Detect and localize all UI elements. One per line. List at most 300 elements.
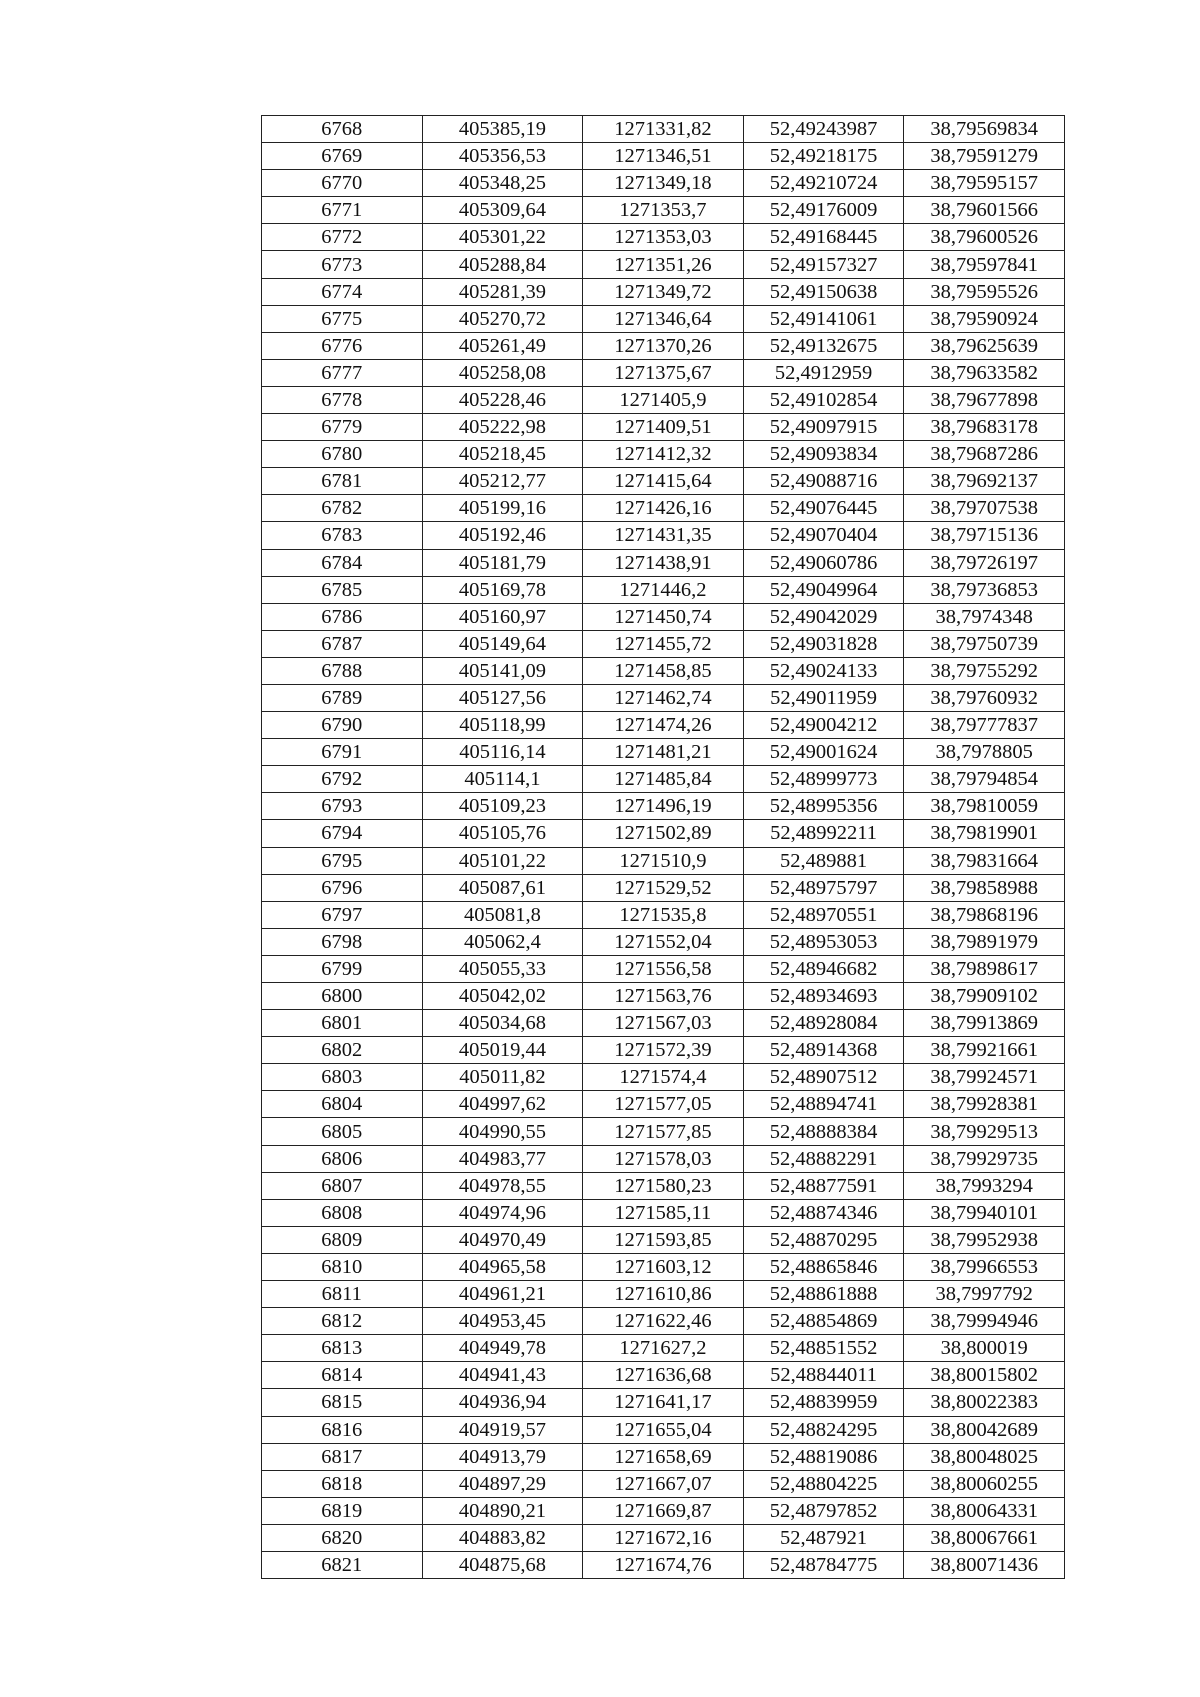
cell-longitude: 38,79595526 bbox=[904, 278, 1065, 305]
cell-latitude: 52,48882291 bbox=[743, 1145, 904, 1172]
cell-y-coordinate: 1271331,82 bbox=[583, 116, 744, 143]
cell-longitude: 38,7997792 bbox=[904, 1281, 1065, 1308]
table-row bbox=[262, 1037, 1065, 1064]
cell-x-coordinate: 405114,1 bbox=[422, 766, 583, 793]
cell-x-coordinate: 404897,29 bbox=[422, 1470, 583, 1497]
cell-x-coordinate: 404913,79 bbox=[422, 1443, 583, 1470]
cell-longitude: 38,79909102 bbox=[904, 983, 1065, 1010]
cell-longitude: 38,79760932 bbox=[904, 684, 1065, 711]
cell-latitude: 52,48844011 bbox=[743, 1362, 904, 1389]
cell-y-coordinate: 1271667,07 bbox=[583, 1470, 744, 1497]
cell-point-number: 6809 bbox=[262, 1226, 423, 1253]
cell-x-coordinate: 405222,98 bbox=[422, 414, 583, 441]
table-row bbox=[262, 1145, 1065, 1172]
cell-longitude: 38,79692137 bbox=[904, 468, 1065, 495]
cell-longitude: 38,79726197 bbox=[904, 549, 1065, 576]
cell-y-coordinate: 1271674,76 bbox=[583, 1551, 744, 1578]
table-row bbox=[262, 603, 1065, 630]
cell-x-coordinate: 404941,43 bbox=[422, 1362, 583, 1389]
cell-x-coordinate: 404970,49 bbox=[422, 1226, 583, 1253]
cell-latitude: 52,48946682 bbox=[743, 955, 904, 982]
cell-x-coordinate: 405218,45 bbox=[422, 441, 583, 468]
cell-x-coordinate: 405116,14 bbox=[422, 739, 583, 766]
cell-longitude: 38,79928381 bbox=[904, 1091, 1065, 1118]
cell-longitude: 38,79924571 bbox=[904, 1064, 1065, 1091]
table-row bbox=[262, 1064, 1065, 1091]
cell-latitude: 52,48934693 bbox=[743, 983, 904, 1010]
cell-point-number: 6797 bbox=[262, 901, 423, 928]
cell-x-coordinate: 405109,23 bbox=[422, 793, 583, 820]
cell-y-coordinate: 1271415,64 bbox=[583, 468, 744, 495]
cell-y-coordinate: 1271496,19 bbox=[583, 793, 744, 820]
cell-longitude: 38,79868196 bbox=[904, 901, 1065, 928]
cell-point-number: 6771 bbox=[262, 197, 423, 224]
cell-latitude: 52,487921 bbox=[743, 1524, 904, 1551]
cell-x-coordinate: 405019,44 bbox=[422, 1037, 583, 1064]
cell-latitude: 52,48839959 bbox=[743, 1389, 904, 1416]
table-row bbox=[262, 1524, 1065, 1551]
cell-longitude: 38,79819901 bbox=[904, 820, 1065, 847]
cell-y-coordinate: 1271353,03 bbox=[583, 224, 744, 251]
cell-point-number: 6772 bbox=[262, 224, 423, 251]
cell-x-coordinate: 405149,64 bbox=[422, 630, 583, 657]
table-row bbox=[262, 549, 1065, 576]
cell-longitude: 38,79921661 bbox=[904, 1037, 1065, 1064]
cell-longitude: 38,79858988 bbox=[904, 874, 1065, 901]
cell-x-coordinate: 404949,78 bbox=[422, 1335, 583, 1362]
cell-latitude: 52,49176009 bbox=[743, 197, 904, 224]
cell-point-number: 6814 bbox=[262, 1362, 423, 1389]
cell-latitude: 52,49011959 bbox=[743, 684, 904, 711]
cell-longitude: 38,79687286 bbox=[904, 441, 1065, 468]
cell-point-number: 6815 bbox=[262, 1389, 423, 1416]
cell-latitude: 52,48784775 bbox=[743, 1551, 904, 1578]
cell-x-coordinate: 405160,97 bbox=[422, 603, 583, 630]
cell-point-number: 6808 bbox=[262, 1199, 423, 1226]
cell-latitude: 52,48953053 bbox=[743, 928, 904, 955]
cell-point-number: 6782 bbox=[262, 495, 423, 522]
cell-y-coordinate: 1271455,72 bbox=[583, 630, 744, 657]
table-row bbox=[262, 170, 1065, 197]
cell-point-number: 6802 bbox=[262, 1037, 423, 1064]
cell-point-number: 6783 bbox=[262, 522, 423, 549]
table-row bbox=[262, 955, 1065, 982]
cell-point-number: 6788 bbox=[262, 657, 423, 684]
table-row bbox=[262, 983, 1065, 1010]
coordinates-table-body bbox=[262, 116, 1065, 1579]
cell-latitude: 52,49031828 bbox=[743, 630, 904, 657]
table-row bbox=[262, 1362, 1065, 1389]
table-row bbox=[262, 766, 1065, 793]
cell-latitude: 52,49141061 bbox=[743, 305, 904, 332]
cell-point-number: 6805 bbox=[262, 1118, 423, 1145]
cell-longitude: 38,79750739 bbox=[904, 630, 1065, 657]
table-row bbox=[262, 576, 1065, 603]
cell-latitude: 52,49070404 bbox=[743, 522, 904, 549]
cell-point-number: 6790 bbox=[262, 712, 423, 739]
cell-point-number: 6770 bbox=[262, 170, 423, 197]
cell-y-coordinate: 1271593,85 bbox=[583, 1226, 744, 1253]
cell-y-coordinate: 1271535,8 bbox=[583, 901, 744, 928]
cell-x-coordinate: 404974,96 bbox=[422, 1199, 583, 1226]
table-row bbox=[262, 1497, 1065, 1524]
cell-latitude: 52,48995356 bbox=[743, 793, 904, 820]
cell-y-coordinate: 1271603,12 bbox=[583, 1253, 744, 1280]
cell-x-coordinate: 404875,68 bbox=[422, 1551, 583, 1578]
cell-latitude: 52,49218175 bbox=[743, 143, 904, 170]
cell-y-coordinate: 1271502,89 bbox=[583, 820, 744, 847]
cell-latitude: 52,49157327 bbox=[743, 251, 904, 278]
cell-longitude: 38,79600526 bbox=[904, 224, 1065, 251]
cell-longitude: 38,79755292 bbox=[904, 657, 1065, 684]
cell-x-coordinate: 404890,21 bbox=[422, 1497, 583, 1524]
cell-latitude: 52,48804225 bbox=[743, 1470, 904, 1497]
cell-point-number: 6787 bbox=[262, 630, 423, 657]
cell-y-coordinate: 1271510,9 bbox=[583, 847, 744, 874]
cell-longitude: 38,79929735 bbox=[904, 1145, 1065, 1172]
table-row bbox=[262, 928, 1065, 955]
cell-point-number: 6777 bbox=[262, 359, 423, 386]
cell-point-number: 6792 bbox=[262, 766, 423, 793]
cell-longitude: 38,79595157 bbox=[904, 170, 1065, 197]
cell-longitude: 38,7974348 bbox=[904, 603, 1065, 630]
cell-latitude: 52,48870295 bbox=[743, 1226, 904, 1253]
cell-point-number: 6807 bbox=[262, 1172, 423, 1199]
cell-point-number: 6806 bbox=[262, 1145, 423, 1172]
cell-latitude: 52,48975797 bbox=[743, 874, 904, 901]
cell-y-coordinate: 1271580,23 bbox=[583, 1172, 744, 1199]
cell-y-coordinate: 1271563,76 bbox=[583, 983, 744, 1010]
cell-x-coordinate: 405199,16 bbox=[422, 495, 583, 522]
cell-latitude: 52,48851552 bbox=[743, 1335, 904, 1362]
cell-latitude: 52,48970551 bbox=[743, 901, 904, 928]
cell-y-coordinate: 1271485,84 bbox=[583, 766, 744, 793]
cell-latitude: 52,49049964 bbox=[743, 576, 904, 603]
cell-x-coordinate: 405081,8 bbox=[422, 901, 583, 928]
table-row bbox=[262, 414, 1065, 441]
table-row bbox=[262, 1443, 1065, 1470]
cell-latitude: 52,48992211 bbox=[743, 820, 904, 847]
cell-longitude: 38,79591279 bbox=[904, 143, 1065, 170]
cell-y-coordinate: 1271426,16 bbox=[583, 495, 744, 522]
cell-longitude: 38,79677898 bbox=[904, 386, 1065, 413]
table-row bbox=[262, 1172, 1065, 1199]
cell-longitude: 38,79898617 bbox=[904, 955, 1065, 982]
cell-y-coordinate: 1271577,05 bbox=[583, 1091, 744, 1118]
cell-x-coordinate: 405270,72 bbox=[422, 305, 583, 332]
cell-longitude: 38,79966553 bbox=[904, 1253, 1065, 1280]
cell-latitude: 52,49024133 bbox=[743, 657, 904, 684]
cell-longitude: 38,80048025 bbox=[904, 1443, 1065, 1470]
cell-y-coordinate: 1271572,39 bbox=[583, 1037, 744, 1064]
cell-point-number: 6794 bbox=[262, 820, 423, 847]
cell-x-coordinate: 404961,21 bbox=[422, 1281, 583, 1308]
cell-longitude: 38,79777837 bbox=[904, 712, 1065, 739]
cell-point-number: 6804 bbox=[262, 1091, 423, 1118]
cell-point-number: 6784 bbox=[262, 549, 423, 576]
cell-latitude: 52,48861888 bbox=[743, 1281, 904, 1308]
table-row bbox=[262, 1199, 1065, 1226]
cell-y-coordinate: 1271577,85 bbox=[583, 1118, 744, 1145]
cell-point-number: 6820 bbox=[262, 1524, 423, 1551]
table-row bbox=[262, 359, 1065, 386]
cell-longitude: 38,79601566 bbox=[904, 197, 1065, 224]
cell-y-coordinate: 1271636,68 bbox=[583, 1362, 744, 1389]
cell-point-number: 6813 bbox=[262, 1335, 423, 1362]
cell-point-number: 6781 bbox=[262, 468, 423, 495]
cell-y-coordinate: 1271481,21 bbox=[583, 739, 744, 766]
cell-y-coordinate: 1271672,16 bbox=[583, 1524, 744, 1551]
cell-y-coordinate: 1271610,86 bbox=[583, 1281, 744, 1308]
cell-y-coordinate: 1271567,03 bbox=[583, 1010, 744, 1037]
table-row bbox=[262, 712, 1065, 739]
cell-x-coordinate: 405062,4 bbox=[422, 928, 583, 955]
cell-point-number: 6799 bbox=[262, 955, 423, 982]
cell-point-number: 6776 bbox=[262, 332, 423, 359]
table-row bbox=[262, 630, 1065, 657]
cell-longitude: 38,800019 bbox=[904, 1335, 1065, 1362]
cell-point-number: 6768 bbox=[262, 116, 423, 143]
cell-x-coordinate: 405141,09 bbox=[422, 657, 583, 684]
cell-x-coordinate: 405281,39 bbox=[422, 278, 583, 305]
cell-y-coordinate: 1271529,52 bbox=[583, 874, 744, 901]
cell-x-coordinate: 404965,58 bbox=[422, 1253, 583, 1280]
cell-x-coordinate: 405087,61 bbox=[422, 874, 583, 901]
cell-longitude: 38,79625639 bbox=[904, 332, 1065, 359]
table-row bbox=[262, 739, 1065, 766]
cell-y-coordinate: 1271346,51 bbox=[583, 143, 744, 170]
cell-x-coordinate: 404936,94 bbox=[422, 1389, 583, 1416]
cell-y-coordinate: 1271405,9 bbox=[583, 386, 744, 413]
cell-x-coordinate: 405101,22 bbox=[422, 847, 583, 874]
cell-x-coordinate: 405042,02 bbox=[422, 983, 583, 1010]
cell-point-number: 6769 bbox=[262, 143, 423, 170]
cell-longitude: 38,79633582 bbox=[904, 359, 1065, 386]
table-row bbox=[262, 684, 1065, 711]
cell-y-coordinate: 1271458,85 bbox=[583, 657, 744, 684]
table-row bbox=[262, 278, 1065, 305]
cell-point-number: 6819 bbox=[262, 1497, 423, 1524]
cell-longitude: 38,79940101 bbox=[904, 1199, 1065, 1226]
cell-point-number: 6786 bbox=[262, 603, 423, 630]
table-row bbox=[262, 197, 1065, 224]
cell-y-coordinate: 1271370,26 bbox=[583, 332, 744, 359]
cell-y-coordinate: 1271346,64 bbox=[583, 305, 744, 332]
cell-x-coordinate: 405192,46 bbox=[422, 522, 583, 549]
cell-y-coordinate: 1271658,69 bbox=[583, 1443, 744, 1470]
cell-latitude: 52,48865846 bbox=[743, 1253, 904, 1280]
cell-point-number: 6780 bbox=[262, 441, 423, 468]
cell-longitude: 38,79891979 bbox=[904, 928, 1065, 955]
table-row bbox=[262, 332, 1065, 359]
cell-y-coordinate: 1271409,51 bbox=[583, 414, 744, 441]
cell-y-coordinate: 1271375,67 bbox=[583, 359, 744, 386]
cell-x-coordinate: 404953,45 bbox=[422, 1308, 583, 1335]
cell-y-coordinate: 1271622,46 bbox=[583, 1308, 744, 1335]
cell-longitude: 38,79597841 bbox=[904, 251, 1065, 278]
cell-point-number: 6779 bbox=[262, 414, 423, 441]
cell-longitude: 38,80067661 bbox=[904, 1524, 1065, 1551]
cell-point-number: 6793 bbox=[262, 793, 423, 820]
cell-x-coordinate: 405258,08 bbox=[422, 359, 583, 386]
cell-x-coordinate: 405127,56 bbox=[422, 684, 583, 711]
cell-longitude: 38,79929513 bbox=[904, 1118, 1065, 1145]
cell-latitude: 52,4912959 bbox=[743, 359, 904, 386]
cell-y-coordinate: 1271585,11 bbox=[583, 1199, 744, 1226]
cell-y-coordinate: 1271450,74 bbox=[583, 603, 744, 630]
cell-x-coordinate: 405301,22 bbox=[422, 224, 583, 251]
cell-y-coordinate: 1271556,58 bbox=[583, 955, 744, 982]
cell-x-coordinate: 405356,53 bbox=[422, 143, 583, 170]
cell-point-number: 6775 bbox=[262, 305, 423, 332]
cell-latitude: 52,49210724 bbox=[743, 170, 904, 197]
cell-latitude: 52,49001624 bbox=[743, 739, 904, 766]
cell-longitude: 38,7993294 bbox=[904, 1172, 1065, 1199]
cell-latitude: 52,48907512 bbox=[743, 1064, 904, 1091]
cell-longitude: 38,79831664 bbox=[904, 847, 1065, 874]
cell-latitude: 52,48928084 bbox=[743, 1010, 904, 1037]
cell-y-coordinate: 1271353,7 bbox=[583, 197, 744, 224]
cell-y-coordinate: 1271474,26 bbox=[583, 712, 744, 739]
cell-latitude: 52,49060786 bbox=[743, 549, 904, 576]
cell-y-coordinate: 1271438,91 bbox=[583, 549, 744, 576]
cell-longitude: 38,80022383 bbox=[904, 1389, 1065, 1416]
cell-point-number: 6817 bbox=[262, 1443, 423, 1470]
cell-x-coordinate: 405105,76 bbox=[422, 820, 583, 847]
cell-latitude: 52,48797852 bbox=[743, 1497, 904, 1524]
cell-x-coordinate: 405011,82 bbox=[422, 1064, 583, 1091]
cell-x-coordinate: 405288,84 bbox=[422, 251, 583, 278]
cell-longitude: 38,79736853 bbox=[904, 576, 1065, 603]
cell-x-coordinate: 404978,55 bbox=[422, 1172, 583, 1199]
cell-longitude: 38,79994946 bbox=[904, 1308, 1065, 1335]
cell-x-coordinate: 404983,77 bbox=[422, 1145, 583, 1172]
table-row bbox=[262, 1389, 1065, 1416]
cell-x-coordinate: 405261,49 bbox=[422, 332, 583, 359]
table-row bbox=[262, 251, 1065, 278]
cell-latitude: 52,48824295 bbox=[743, 1416, 904, 1443]
cell-y-coordinate: 1271349,72 bbox=[583, 278, 744, 305]
table-row bbox=[262, 116, 1065, 143]
cell-point-number: 6791 bbox=[262, 739, 423, 766]
cell-longitude: 38,79810059 bbox=[904, 793, 1065, 820]
cell-point-number: 6785 bbox=[262, 576, 423, 603]
table-row bbox=[262, 1253, 1065, 1280]
cell-latitude: 52,49102854 bbox=[743, 386, 904, 413]
cell-longitude: 38,79707538 bbox=[904, 495, 1065, 522]
cell-latitude: 52,49168445 bbox=[743, 224, 904, 251]
table-row bbox=[262, 847, 1065, 874]
cell-latitude: 52,49132675 bbox=[743, 332, 904, 359]
table-row bbox=[262, 522, 1065, 549]
table-row bbox=[262, 657, 1065, 684]
cell-longitude: 38,79683178 bbox=[904, 414, 1065, 441]
cell-latitude: 52,49243987 bbox=[743, 116, 904, 143]
cell-longitude: 38,80042689 bbox=[904, 1416, 1065, 1443]
cell-longitude: 38,7978805 bbox=[904, 739, 1065, 766]
cell-point-number: 6803 bbox=[262, 1064, 423, 1091]
cell-x-coordinate: 405212,77 bbox=[422, 468, 583, 495]
cell-longitude: 38,80071436 bbox=[904, 1551, 1065, 1578]
cell-point-number: 6801 bbox=[262, 1010, 423, 1037]
cell-x-coordinate: 405034,68 bbox=[422, 1010, 583, 1037]
cell-longitude: 38,79794854 bbox=[904, 766, 1065, 793]
cell-latitude: 52,48914368 bbox=[743, 1037, 904, 1064]
table-row bbox=[262, 1010, 1065, 1037]
cell-latitude: 52,49088716 bbox=[743, 468, 904, 495]
cell-point-number: 6798 bbox=[262, 928, 423, 955]
table-row bbox=[262, 386, 1065, 413]
cell-point-number: 6795 bbox=[262, 847, 423, 874]
cell-latitude: 52,48854869 bbox=[743, 1308, 904, 1335]
table-row bbox=[262, 1091, 1065, 1118]
table-row bbox=[262, 1335, 1065, 1362]
table-row bbox=[262, 1551, 1065, 1578]
cell-latitude: 52,49004212 bbox=[743, 712, 904, 739]
cell-y-coordinate: 1271462,74 bbox=[583, 684, 744, 711]
cell-longitude: 38,79913869 bbox=[904, 1010, 1065, 1037]
cell-latitude: 52,48999773 bbox=[743, 766, 904, 793]
cell-x-coordinate: 405055,33 bbox=[422, 955, 583, 982]
cell-latitude: 52,48894741 bbox=[743, 1091, 904, 1118]
cell-y-coordinate: 1271574,4 bbox=[583, 1064, 744, 1091]
table-row bbox=[262, 1308, 1065, 1335]
coordinates-table bbox=[261, 115, 1065, 1579]
cell-x-coordinate: 404997,62 bbox=[422, 1091, 583, 1118]
table-row bbox=[262, 143, 1065, 170]
cell-y-coordinate: 1271446,2 bbox=[583, 576, 744, 603]
table-row bbox=[262, 793, 1065, 820]
cell-x-coordinate: 405228,46 bbox=[422, 386, 583, 413]
cell-x-coordinate: 404919,57 bbox=[422, 1416, 583, 1443]
cell-x-coordinate: 405385,19 bbox=[422, 116, 583, 143]
table-row bbox=[262, 441, 1065, 468]
cell-y-coordinate: 1271578,03 bbox=[583, 1145, 744, 1172]
cell-x-coordinate: 404990,55 bbox=[422, 1118, 583, 1145]
cell-longitude: 38,79569834 bbox=[904, 116, 1065, 143]
table-row bbox=[262, 1281, 1065, 1308]
cell-latitude: 52,49093834 bbox=[743, 441, 904, 468]
cell-point-number: 6800 bbox=[262, 983, 423, 1010]
cell-x-coordinate: 404883,82 bbox=[422, 1524, 583, 1551]
cell-latitude: 52,49042029 bbox=[743, 603, 904, 630]
cell-x-coordinate: 405169,78 bbox=[422, 576, 583, 603]
cell-y-coordinate: 1271669,87 bbox=[583, 1497, 744, 1524]
cell-point-number: 6796 bbox=[262, 874, 423, 901]
table-row bbox=[262, 901, 1065, 928]
cell-x-coordinate: 405309,64 bbox=[422, 197, 583, 224]
cell-latitude: 52,49076445 bbox=[743, 495, 904, 522]
cell-point-number: 6789 bbox=[262, 684, 423, 711]
table-row bbox=[262, 1118, 1065, 1145]
cell-y-coordinate: 1271412,32 bbox=[583, 441, 744, 468]
table-row bbox=[262, 305, 1065, 332]
cell-point-number: 6816 bbox=[262, 1416, 423, 1443]
cell-longitude: 38,79715136 bbox=[904, 522, 1065, 549]
cell-point-number: 6773 bbox=[262, 251, 423, 278]
cell-longitude: 38,79590924 bbox=[904, 305, 1065, 332]
cell-y-coordinate: 1271431,35 bbox=[583, 522, 744, 549]
cell-latitude: 52,48888384 bbox=[743, 1118, 904, 1145]
table-row bbox=[262, 495, 1065, 522]
cell-y-coordinate: 1271351,26 bbox=[583, 251, 744, 278]
cell-y-coordinate: 1271641,17 bbox=[583, 1389, 744, 1416]
cell-longitude: 38,80060255 bbox=[904, 1470, 1065, 1497]
cell-point-number: 6774 bbox=[262, 278, 423, 305]
cell-latitude: 52,49150638 bbox=[743, 278, 904, 305]
cell-latitude: 52,48877591 bbox=[743, 1172, 904, 1199]
cell-y-coordinate: 1271349,18 bbox=[583, 170, 744, 197]
